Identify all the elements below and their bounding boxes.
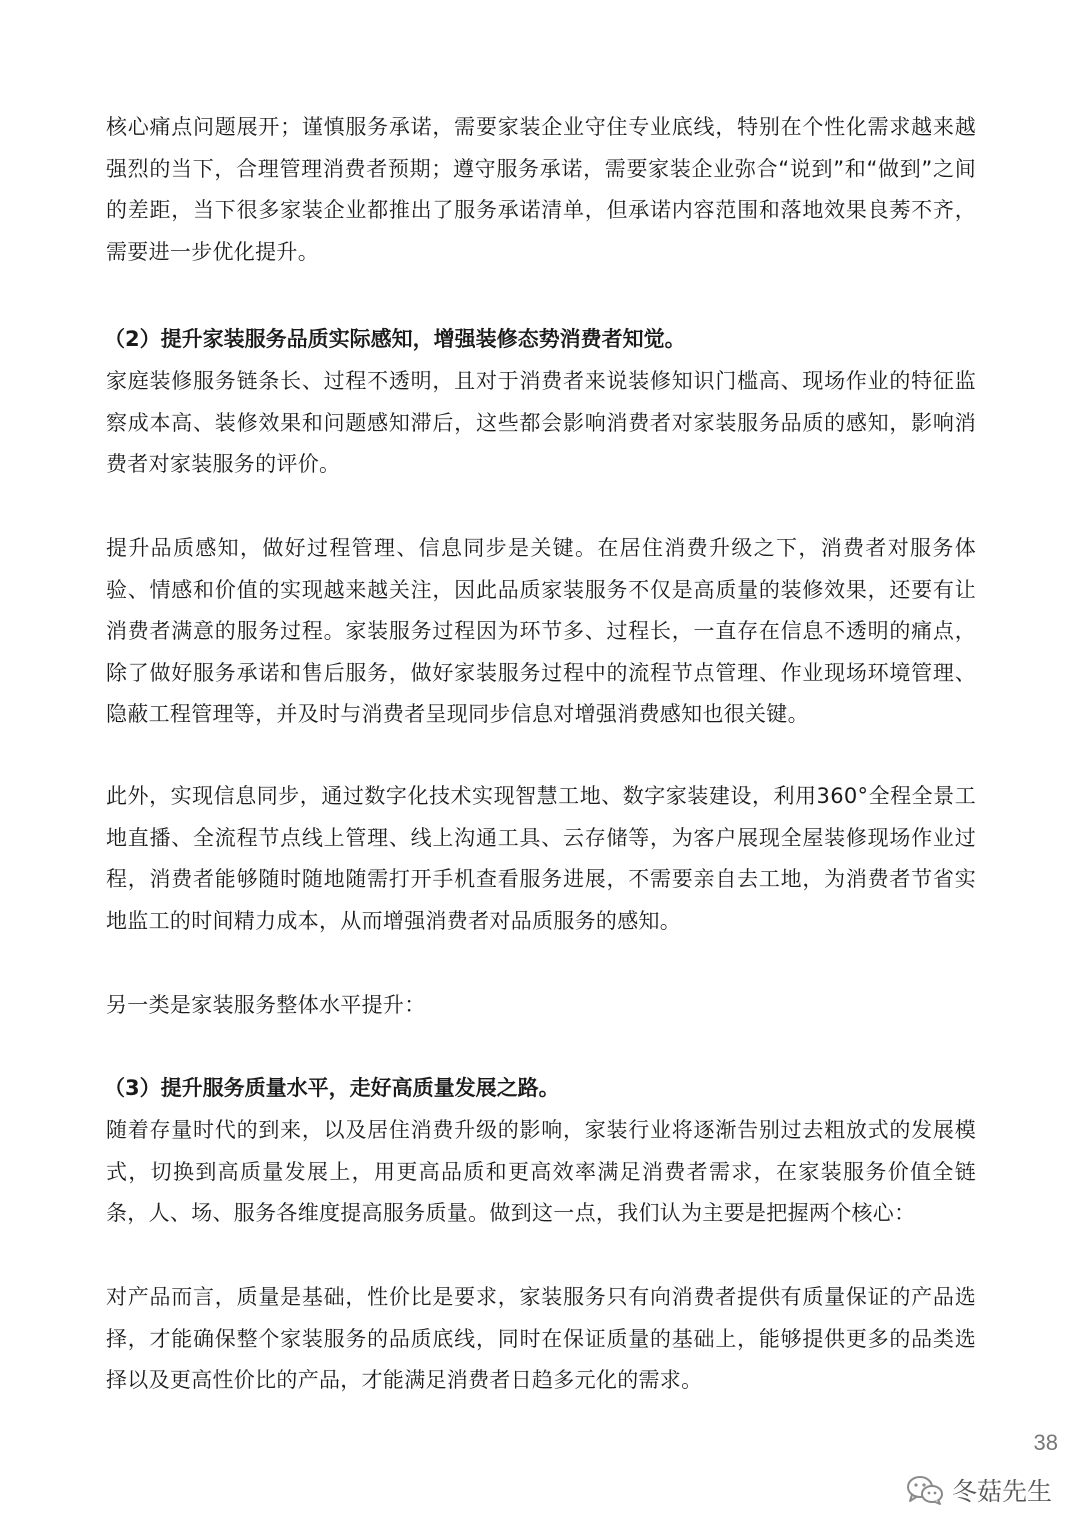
section-heading-3: （3）提升服务质量水平，走好高质量发展之路。 (104, 1076, 560, 1100)
paragraph-overall-improvement: 另一类是家装服务整体水平提升： (106, 993, 426, 1017)
paragraph-quality-perception: 提升品质感知，做好过程管理、信息同步是关键。在居住消费升级之下，消费者对服务体验、情感和价值的实现越来越关注，因此品质家装服务不仅是高质量的装修效果，还要有让消费者满意的服务过程。家装服务过程因为环节多、过程长，一直存在信息不透明的痛点，除了做好服务承诺和售后服务，做好家装服务过程中的流程节点管理、作业现场环境管理、隐蔽工程管理等，并及时与消费者呈现同步信息对增强消费感知也很关键。 (106, 536, 976, 726)
page-number: 38 (1033, 1430, 1058, 1455)
paragraph-service-promise: 核心痛点问题展开；谨慎服务承诺，需要家装企业守住专业底线，特别在个性化需求越来越强烈的当下，合理管理消费者预期；遵守服务承诺，需要家装企业弥合“说到”和“做到”之间的差距，当下很多家装企业都推出了服务承诺清单，但承诺内容范围和落地效果良莠不齐，需要进一步优化提升。 (106, 115, 976, 264)
watermark (906, 1470, 1052, 1510)
watermark-text: 冬菇先生 (951, 1477, 1052, 1506)
wechat-icon (906, 1474, 944, 1506)
section-heading-2: （2）提升家装服务品质实际感知，增强装修态势消费者知觉。 (104, 327, 686, 351)
paragraph-process-opacity: 家庭装修服务链条长、过程不透明，且对于消费者来说装修知识门槛高、现场作业的特征监察成本高、装修效果和问题感知滞后，这些都会影响消费者对家装服务品质的感知，影响消费者对家装服务的评价。 (106, 369, 976, 476)
paragraph-high-quality-development: 随着存量时代的到来，以及居住消费升级的影响，家装行业将逐渐告别过去粗放式的发展模式，切换到高质量发展上，用更高品质和更高效率满足消费者需求，在家装服务价值全链条，人、场、服务各维度提高服务质量。做到这一点，我们认为主要是把握两个核心： (106, 1118, 976, 1225)
paragraph-product-quality: 对产品而言，质量是基础，性价比是要求，家装服务只有向消费者提供有质量保证的产品选择，才能确保整个家装服务的品质底线，同时在保证质量的基础上，能够提供更多的品类选择以及更高性价比的产品，才能满足消费者日趋多元化的需求。 (106, 1285, 976, 1392)
paragraph-info-sync: 此外，实现信息同步，通过数字化技术实现智慧工地、数字家装建设，利用360°全程全景工地直播、全流程节点线上管理、线上沟通工具、云存储等，为客户展现全屋装修现场作业过程，消费者能够随时随地随需打开手机查看服务进展，不需要亲自去工地，为消费者节省实地监工的时间精力成本，从而增强消费者对品质服务的感知。 (106, 784, 976, 933)
